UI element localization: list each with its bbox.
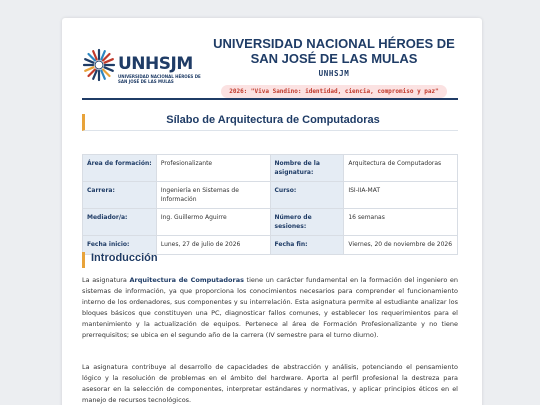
table-value: 16 semanas — [344, 209, 458, 236]
table-row — [83, 182, 458, 209]
table-value: Profesionalizante — [156, 155, 270, 182]
table-label: Carrera: — [83, 182, 157, 209]
logo-wordmark: UNHSJM — [118, 54, 193, 74]
header-divider — [82, 98, 458, 100]
document-page — [62, 18, 482, 405]
table-row — [83, 209, 458, 236]
paragraph-text: La asignatura — [82, 276, 130, 284]
paragraph-text: tiene un carácter fundamental en la formación del ingeniero en sistemas de información, ya que proporciona los conocimientos necesarios para comprender el funcionamiento interno de los ordenadores, sus componentes y su interrelación. Esta asignatura permite al estudiante analizar los bloques básicos que constituyen una PC, diagnosticar fallos comunes, y establecer los requerimientos para el mantenimiento y la actualización de equipos. Pertenece al área de Formación Profesionalizante y no tiene prerrequisitos; se ubica en el segundo año de la carrera (IV semestre para el turno diurno). — [82, 276, 459, 339]
logo-subtitle: UNIVERSIDAD NACIONAL HÉROES DE SAN JOSÉ DE LAS MULAS — [118, 74, 201, 84]
table-value: Viernes, 20 de noviembre de 2026 — [344, 236, 458, 255]
document-header — [82, 36, 458, 100]
table-label: Área de formación: — [83, 155, 157, 182]
introduction-paragraph-1 — [82, 275, 458, 341]
table-label: Mediador/a: — [83, 209, 157, 236]
university-name: UNIVERSIDAD NACIONAL HÉROES DE SAN JOSÉ DE LAS MULAS — [213, 36, 455, 66]
table-value: Lunes, 27 de julio de 2026 — [156, 236, 270, 255]
table-value: Ing. Guillermo Aguirre — [156, 209, 270, 236]
introduction-heading-bar — [82, 252, 458, 268]
university-logo — [82, 44, 204, 92]
university-title-block — [210, 36, 458, 98]
table-label: Nombre de la asignatura: — [270, 155, 344, 182]
course-name-emphasis: Arquitectura de Computadoras — [129, 276, 244, 284]
motto-badge: 2026: "Viva Sandino: identidad, ciencia, compromiso y paz" — [221, 85, 447, 98]
table-label: Fecha fin: — [270, 236, 344, 255]
course-info-table — [82, 154, 458, 255]
table-row — [83, 155, 458, 182]
table-value: Arquitectura de Computadoras — [344, 155, 458, 182]
document-title-bar — [82, 114, 458, 131]
logo-emblem-icon — [82, 48, 116, 82]
document-title: Sílabo de Arquitectura de Computadoras — [166, 114, 380, 126]
introduction-heading: Introducción — [91, 252, 158, 264]
table-label: Fecha inicio: — [83, 236, 157, 255]
table-label: Número de sesiones: — [270, 209, 344, 236]
university-acronym: UNHSJM — [318, 69, 350, 78]
table-value: ISI-IIA-MAT — [344, 182, 458, 209]
introduction-paragraph-2: La asignatura contribuye al desarrollo de capacidades de abstracción y análisis, potenciando el pensamiento lógico y la resolución de problemas en el ámbito del hardware. Aporta al perfil profesional la destreza para asesorar en la selección de componentes, interpretar estándares y normativas, y aplicar principios éticos en el manejo de recursos tecnológicos. — [82, 363, 458, 404]
table-value: Ingeniería en Sistemas de Información — [156, 182, 270, 209]
table-label: Curso: — [270, 182, 344, 209]
